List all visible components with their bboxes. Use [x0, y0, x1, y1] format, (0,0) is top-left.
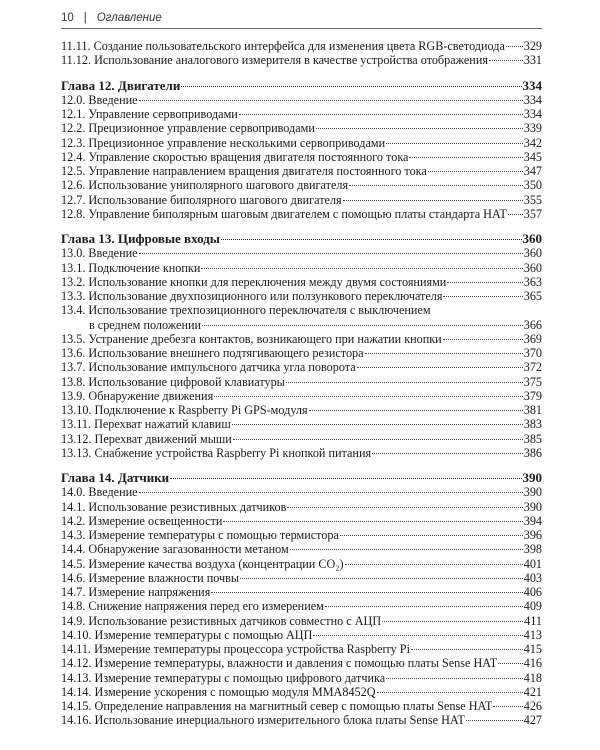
dot-leader [325, 606, 523, 607]
dot-leader [170, 478, 521, 479]
toc-entry-title: 13.13. Снабжение устройства Raspberry Pi кнопкой питания [61, 445, 372, 460]
toc-entry-page: 375 [523, 374, 542, 389]
toc-entry-title: 14.9. Использование резистивных датчиков совместно с АЦП [61, 613, 382, 628]
toc-entry [61, 585, 542, 599]
toc-entry [61, 93, 542, 107]
toc-entry-page: 357 [523, 206, 542, 221]
toc-entry [61, 275, 542, 289]
toc-entry [61, 713, 542, 727]
toc-entry-page: 360 [523, 246, 542, 261]
dot-leader [382, 621, 523, 622]
toc-entry-title: 12.3. Прецизионное управление несколькими сервоприводами [61, 135, 386, 150]
toc-entry-title: Глава 14. Датчики [61, 471, 170, 485]
dot-leader [345, 564, 523, 565]
toc-chapter-heading [61, 232, 542, 246]
header-title: Оглавление [96, 12, 162, 24]
toc-entry-title: 11.11. Создание пользовательского интерфейса для изменения цвета RGB-светодиода [61, 39, 505, 53]
toc-entry-title: 12.4. Управление скоростью вращения двигателя постоянного тока [61, 149, 409, 164]
toc-entry-title: 14.4. Обнаружение загазованности метаном [61, 542, 289, 557]
dot-leader [211, 592, 522, 593]
toc-entry-page: 334 [523, 107, 542, 121]
toc-entry-page: 360 [523, 260, 542, 275]
dot-leader [386, 678, 523, 679]
dot-leader [340, 535, 523, 536]
dot-leader [489, 60, 523, 61]
toc-entry-title: 14.12. Измерение температуры, влажности и давления с помощью платы Sense HAT [61, 656, 498, 671]
toc-entry [61, 136, 542, 150]
toc-entry [61, 39, 542, 53]
dot-leader [447, 282, 522, 283]
toc-entry [61, 671, 542, 685]
toc-entry-page: 369 [523, 331, 542, 346]
toc-entry-page: 372 [523, 360, 542, 375]
toc-entry-page: 390 [523, 485, 542, 500]
toc-entry-page: 331 [523, 53, 542, 68]
dot-leader [377, 692, 523, 693]
toc-entry-title: 14.15. Определение направления на магнитный север с помощью платы Sense HAT [61, 699, 493, 713]
toc-entry-title: 14.11. Измерение температуры процессора устройства Raspberry Pi [61, 642, 410, 656]
toc-entry-title: Глава 12. Двигатели [61, 78, 181, 93]
toc-entry-page: 365 [523, 289, 542, 303]
toc-entry-page: 329 [523, 39, 542, 53]
toc-entry-page: 390 [522, 470, 542, 485]
toc-entry-page: 427 [523, 713, 542, 728]
toc-entry [61, 389, 542, 403]
toc-entry-page: 342 [523, 135, 542, 150]
toc-entry-page: 411 [524, 613, 542, 628]
toc-entry [61, 542, 542, 556]
toc-entry-title: 14.13. Измерение температуры с помощью цифрового датчика [61, 670, 386, 685]
dot-leader [232, 424, 523, 425]
dot-leader [221, 239, 522, 240]
dot-leader [287, 507, 522, 508]
toc-entry-title: 14.1. Использование резистивных датчиков [61, 499, 287, 514]
toc-entry-page: 418 [523, 670, 542, 685]
dot-leader [240, 578, 523, 579]
toc-entry-title: 14.2. Измерение освещенности [61, 513, 223, 528]
toc-entry-title: 13.7. Использование импульсного датчика угла поворота [61, 360, 356, 375]
toc-entry-title: 14.6. Измерение влажности почвы [61, 570, 240, 585]
toc-entry-page: 415 [523, 642, 542, 656]
toc-entry-title: 13.2. Использование кнопки для переключения между двумя состояниями [61, 274, 447, 289]
toc-entry-title: 13.3. Использование двухпозиционного или ползункового переключателя [61, 289, 443, 303]
toc-entry-page: 385 [523, 431, 542, 446]
toc-entry-title: 13.5. Устранение дребезга контактов, возникающего при нажатии кнопки [61, 331, 442, 346]
dot-leader [498, 663, 523, 664]
toc-entry-page: 334 [522, 77, 542, 93]
toc-entry-page: 416 [523, 656, 542, 671]
toc-entry [61, 417, 542, 431]
dot-leader [357, 367, 523, 368]
toc-entry [61, 642, 542, 656]
toc-entry-page: 390 [523, 499, 542, 514]
toc-entry-title: 14.14. Измерение ускорения с помощью модуля MMA8452Q [61, 684, 376, 699]
toc-entry-page: 347 [523, 164, 542, 178]
toc-entry-title: 14.16. Использование инерциального измерительного блока платы Sense HAT [61, 713, 465, 728]
dot-leader [290, 549, 523, 550]
toc-entry-title: 13.11. Перехват нажатий клавиш [61, 417, 231, 432]
dot-leader [386, 143, 523, 144]
toc-entry [61, 599, 542, 613]
toc-entry-title: в среднем положении [89, 317, 202, 332]
toc-entry-title: 13.8. Использование цифровой клавиатуры [61, 374, 285, 389]
dot-leader [316, 128, 523, 129]
toc-entry [61, 446, 542, 460]
toc-entry [61, 346, 542, 360]
toc-entry-page: 396 [523, 528, 542, 542]
table-of-contents [61, 39, 542, 728]
dot-leader [286, 382, 523, 383]
toc-entry-title: 13.6. Использование внешнего подтягивающего резистора [61, 346, 364, 360]
dot-leader [214, 396, 523, 397]
dot-leader [139, 253, 523, 254]
toc-entry [61, 318, 542, 332]
toc-entry [61, 207, 542, 221]
toc-entry [61, 557, 542, 571]
toc-entry-title: 14.7. Измерение напряжения [61, 585, 211, 599]
toc-entry-page: 403 [523, 570, 542, 585]
dot-leader [428, 171, 523, 172]
toc-entry-page: 366 [523, 317, 542, 332]
running-header [61, 10, 542, 29]
toc-entry-title: 12.8. Управление биполярным шаговым двигателем с помощью платы стандарта HAT [61, 206, 507, 221]
toc-entry-page: 339 [523, 121, 542, 136]
dot-leader [139, 100, 523, 101]
toc-entry [61, 514, 542, 528]
toc-entry [61, 656, 542, 670]
toc-entry-page: 394 [523, 513, 542, 528]
dot-leader [313, 635, 522, 636]
toc-entry-page: 334 [523, 92, 542, 107]
dot-leader [411, 649, 523, 650]
toc-entry [61, 628, 542, 642]
toc-chapter-heading [61, 471, 542, 485]
toc-entry [61, 107, 542, 121]
toc-entry [61, 571, 542, 585]
dot-leader [508, 214, 523, 215]
toc-entry [61, 432, 542, 446]
dot-leader [365, 353, 523, 354]
toc-entry [61, 150, 542, 164]
toc-entry-page: 360 [522, 231, 542, 246]
toc-entry [61, 375, 542, 389]
dot-leader [409, 157, 522, 158]
toc-entry [61, 303, 542, 317]
toc-entry-page: 381 [523, 403, 542, 417]
toc-entry [61, 500, 542, 514]
toc-entry [61, 164, 542, 178]
dot-leader [309, 410, 523, 411]
toc-entry [61, 193, 542, 207]
toc-entry [61, 699, 542, 713]
toc-entry-title: 12.7. Использование биполярного шагового двигателя [61, 192, 342, 207]
toc-entry [61, 178, 542, 192]
toc-entry-title: 12.1. Управление сервоприводами [61, 107, 238, 121]
toc-entry-page: 379 [523, 388, 542, 403]
toc-entry-title: 12.2. Прецизионное управление сервоприводами [61, 121, 315, 136]
toc-entry [61, 246, 542, 260]
toc-entry-title: 13.10. Подключение к Raspberry Pi GPS-модуля [61, 403, 308, 417]
toc-entry-page: 413 [523, 627, 542, 642]
dot-leader [493, 706, 522, 707]
header-separator: | [83, 12, 87, 24]
dot-leader [349, 185, 523, 186]
toc-entry [61, 360, 542, 374]
toc-entry [61, 685, 542, 699]
toc-entry [61, 332, 542, 346]
toc-entry-title: 14.10. Измерение температуры с помощью АЦП [61, 627, 313, 642]
toc-chapter-heading [61, 79, 542, 93]
toc-entry-page: 426 [523, 699, 542, 713]
toc-entry-title: 13.9. Обнаружение движения [61, 388, 214, 403]
toc-entry-title: 14.8. Снижение напряжения перед его измерением [61, 599, 324, 614]
toc-entry-page: 409 [523, 599, 542, 614]
toc-entry-page: 345 [523, 149, 542, 164]
toc-entry [61, 528, 542, 542]
toc-entry-page: 401 [523, 556, 542, 571]
dot-leader [239, 114, 523, 115]
toc-entry-title: 14.3. Измерение температуры с помощью термистора [61, 528, 339, 542]
toc-entry [61, 53, 542, 67]
toc-entry [61, 485, 542, 499]
toc-entry-page: 406 [523, 585, 542, 599]
toc-entry-title: 12.5. Управление направлением вращения двигателя постоянного тока [61, 164, 427, 178]
dot-leader [443, 339, 523, 340]
toc-entry-page: 350 [523, 178, 542, 193]
toc-entry-page: 355 [523, 192, 542, 207]
toc-entry-title: 14.5. Измерение качества воздуха (концентрации CO₂) [61, 556, 344, 571]
dot-leader [139, 492, 523, 493]
toc-entry-page: 363 [523, 274, 542, 289]
dot-leader [443, 296, 522, 297]
toc-entry-title: 13.0. Введение [61, 246, 138, 261]
toc-entry [61, 289, 542, 303]
dot-leader [202, 325, 523, 326]
toc-entry-page: 370 [523, 346, 542, 360]
dot-leader [466, 720, 523, 721]
dot-leader [201, 268, 522, 269]
page-number: 10 [61, 12, 74, 24]
dot-leader [181, 86, 521, 87]
toc-entry-page: 398 [523, 542, 542, 557]
dot-leader [233, 439, 523, 440]
toc-entry [61, 261, 542, 275]
dot-leader [372, 453, 523, 454]
toc-entry-title: 14.0. Введение [61, 485, 138, 500]
toc-entry-page: 421 [523, 684, 542, 699]
dot-leader [343, 200, 523, 201]
toc-entry-title: 13.4. Использование трехпозиционного переключателя с выключением [61, 303, 431, 318]
toc-entry-title: 12.6. Использование униполярного шагового двигателя [61, 178, 349, 193]
dot-leader [223, 521, 522, 522]
toc-entry [61, 614, 542, 628]
toc-entry-title: Глава 13. Цифровые входы [61, 232, 220, 246]
toc-entry-title: 13.12. Перехват движений мыши [61, 431, 232, 446]
toc-entry [61, 121, 542, 135]
toc-entry-title: 11.12. Использование аналогового измерителя в качестве устройства отображения [61, 53, 488, 68]
dot-leader [506, 46, 523, 47]
toc-entry-title: 13.1. Подключение кнопки [61, 260, 201, 275]
toc-entry-title: 12.0. Введение [61, 92, 138, 107]
toc-entry-page: 386 [523, 445, 542, 460]
toc-entry-page: 383 [523, 417, 542, 432]
toc-entry [61, 403, 542, 417]
